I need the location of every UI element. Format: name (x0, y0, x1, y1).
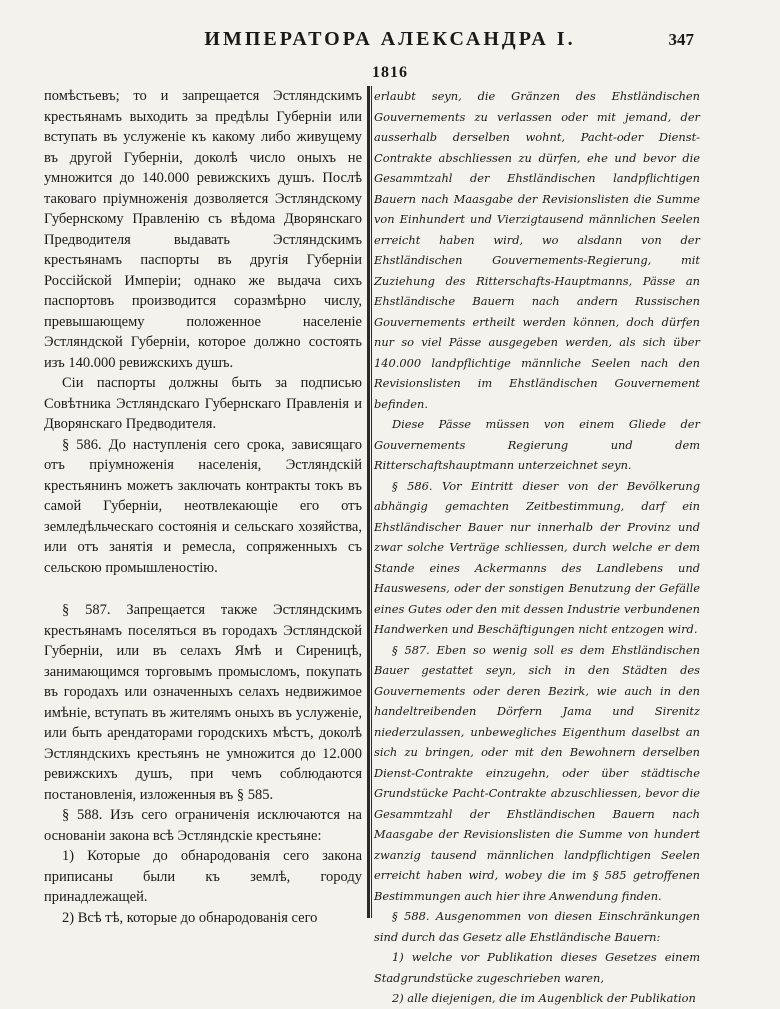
column-divider (367, 86, 370, 918)
paragraph: помѣстьевъ; то и запрещается Эстляндскимъ крестьянамъ выходить за предѣлы Губерніи или вступать въ услуженіе къ какому либо живущему въ другой Губерніи, доколѣ число оныхъ не умножится до 140.000 ревижскихъ душъ. Послѣ таковаго пріумноженія дозволяется Эстляндскому Губернскому Правленію съ вѣдома Дворянскаго Предводителя выдавать Эстляндскимъ крестьянамъ паспорты въ другія Губерніи Россійской Имперіи; однако же выдача сихъ паспортовъ производится соразмѣрно числу, превышающему положенное населеніе Эстляндской Губерніи, которое должно состоять изъ 140.000 ревижскихъ душъ. (44, 88, 362, 371)
list-item: 2) alle diejenigen, die im Augenblick der Publikation (392, 991, 696, 1005)
german-text-column (374, 86, 700, 1009)
section-588: § 588. Ausgenommen von diesen Einschränkungen sind durch das Gesetz alle Ehstländische Bauern: (374, 909, 700, 944)
section-588: § 588. Изъ сего ограниченія исключаются на основаніи закона всѣ Эстляндскіе крестьяне: (44, 807, 362, 844)
paragraph: Сіи паспорты должны быть за подписью Совѣтника Эстляндскаго Губернскаго Правленія и Дворянскаго Предводителя. (44, 375, 362, 432)
section-586: § 586. Vor Eintritt dieser von der Bevölkerung abhängig gemachten Zeitbestimmung, darf ein Ehstländischer Bauer nur innerhalb der Provinz und zwar solche Verträge schliessen, durch welche er dem Stande eines Ackermanns des Landlebens und Hauswesens, oder der sonstigen Benutzung der Gefälle eines Gutes oder den mit dessen Industrie verbundenen Handwerken und Beschäftigungen nicht entzogen wird. (374, 478, 700, 636)
list-item: 1) Которые до обнародованія сего закона приписаны были къ землѣ, городу принадлежащей. (44, 848, 362, 905)
section-586: § 586. До наступленія сего срока, зависящаго отъ пріумноженія населенія, Эстляндскій крестьянинъ можетъ заключать контракты токъ въ самой Губерніи, неотвлекающіе его отъ земледѣльческаго состоянія и сельскаго хозяйства, или отъ занятія и ремесла, сопряженныхъ съ сельскою промышленостію. (44, 436, 362, 576)
paragraph: erlaubt seyn, die Gränzen des Ehstländischen Gouvernements zu verlassen oder mit jemand, der ausserhalb derselben wohnt, Pacht-oder Dienst-Contrakte abschliessen zu dürfen, ehe und bevor die Gesammtzahl der Ehstländischen landpflichtigen Bauern nach Maasgabe der Revisionslisten die Summe von Einhundert und Vierzigtausend männlichen Seelen erreicht haben wird, wo alsdann von der Ehstländischen Gouvernements-Regierung, mit Zuziehung des Ritterschafts-Hauptmanns, Pässe an Ehstländische Bauern nach andern Russischen Gouvernements ertheilt werden können, doch dürfen nur so viel Pässe ausgegeben werden, als sich über 140.000 landpflichtige männliche Seelen nach den Revisionslisten im Ehstländischen Gouvernement befinden. (374, 89, 700, 411)
section-587: § 587. Запрещается также Эстляндскимъ крестьянамъ поселяться въ городахъ Эстляндской Губерніи, или въ селахъ Ямѣ и Сиреницѣ, занимающимся торговымъ промысломъ, покупать въ городахъ или означенныхъ селахъ недвижимое имѣніе, вступать въ жителямъ оныхъ въ услуженіе, или быть арендаторами городскихъ мѣстъ, доколѣ Эстляндскихъ крестьянъ не умножится до 12.000 ревижскихъ душъ, при чемъ соблюдаются постановленія, изложенныя въ § 585. (44, 602, 362, 803)
year-heading: 1816 (372, 64, 408, 81)
page-header (0, 28, 780, 56)
list-item: 1) welche vor Publikation dieses Gesetzes einem Stadgrundstücke zugeschrieben waren, (374, 950, 700, 985)
page-number: 347 (668, 30, 694, 49)
paragraph: Diese Pässe müssen von einem Gliede der Gouvernements Regierung und dem Ritterschaftshauptmann unterzeichnet seyn. (374, 417, 700, 472)
list-item: 2) Всѣ тѣ, которые до обнародованія сего (62, 909, 318, 926)
running-title: ИМПЕРАТОРА АЛЕКСАНДРА I. (204, 28, 576, 50)
section-587: § 587. Eben so wenig soll es dem Ehstländischen Bauer gestattet seyn, sich in den Städten des Gouvernements oder deren Bezirk, wie auch in den handeltreibenden Dörfern Jama und Sirenitz niederzulassen, unbewegliches Eigenthum daselbst an sich zu bringen, oder mit den Bewohnern derselben Dienst-Contrakte einzugehn, oder über städtische Grundstücke Pacht-Contrakte abzuschliessen, bevor die Gesammtzahl der Ehstländischen Bauern nach Maasgabe der Revisionslisten die Summe von hundert zwanzig tausend männlichen landpflichtigen Seelen erreicht haben wird, wobey die im § 585 getroffenen Bestimmungen auch hier ihre Anwendung finden. (374, 642, 700, 903)
russian-text-column (44, 86, 362, 928)
